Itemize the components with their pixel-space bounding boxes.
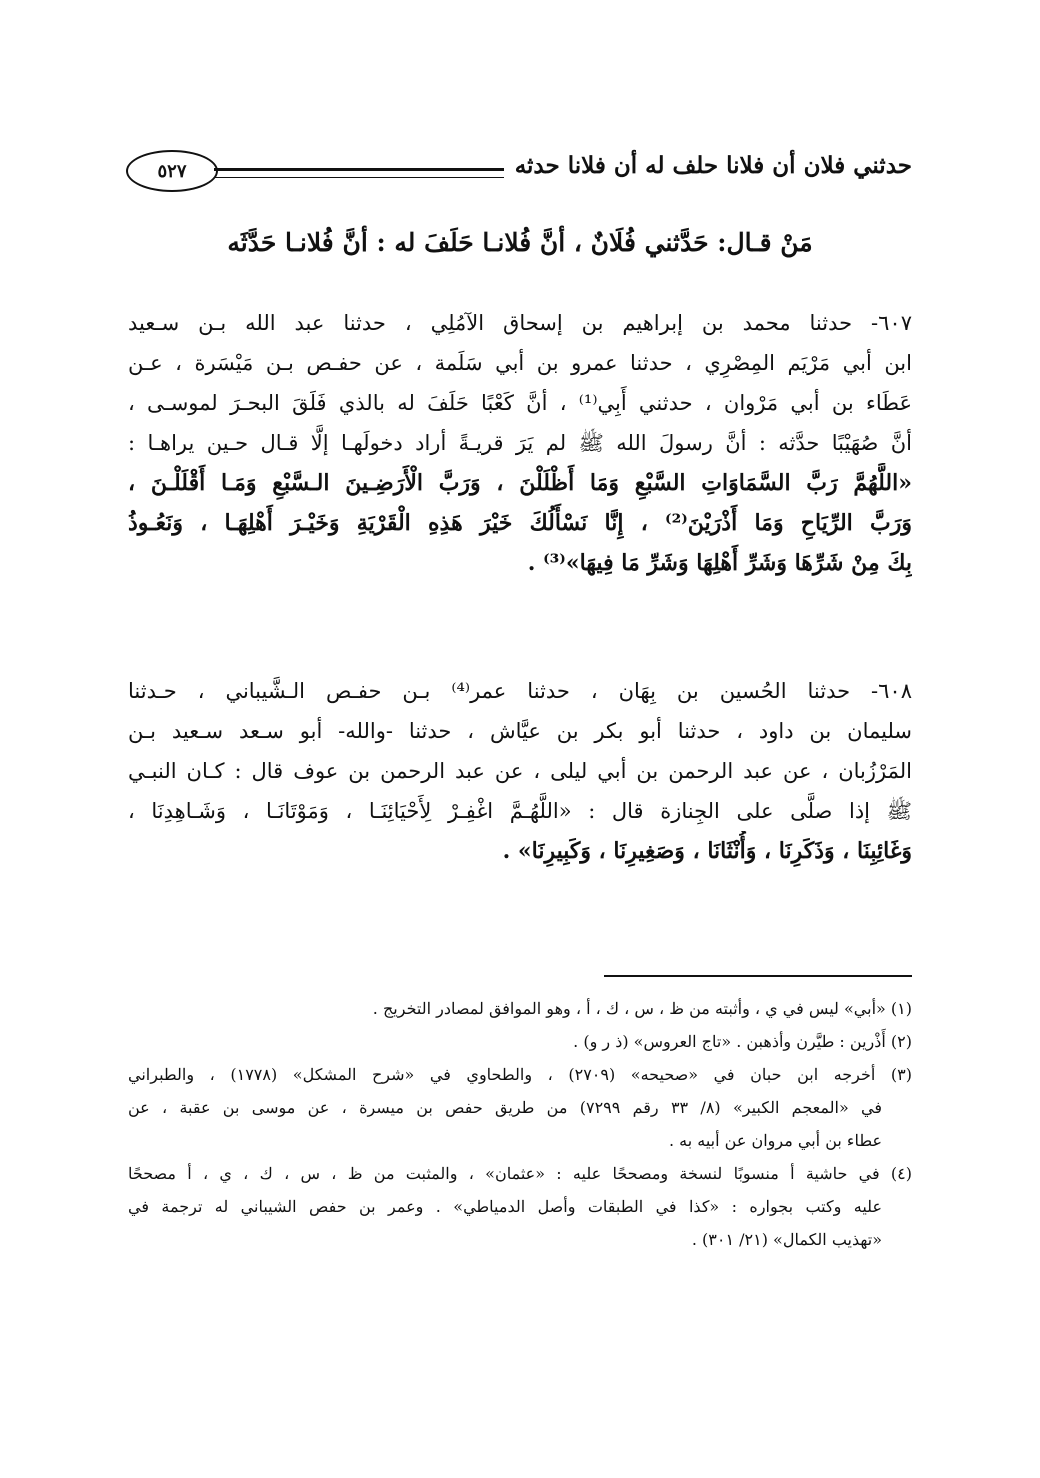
text-line: سليمان بن داود ، حدثنا أبو بكر بن عيَّاش ، حدثنا -والله- أبو سـعد سـعيد بـن — [128, 719, 912, 743]
footnote-4-cont: عليه وكتب بجواره : «كذا في الطبقات وأصل الدمياطي» . وعمر بن حفص الشيباني له ترجمة في — [128, 1197, 882, 1216]
page-number: ٥٢٧ — [157, 160, 187, 182]
text-line: أنَّ صُهَيْبًا حدَّثه : أنَّ رسولَ الله ﷺ لم يَرَ قريـةً أراد دخولَهـا إلَّا قـال حـين يراهـا : — [128, 431, 912, 455]
footnote-3-cont: عطاء بن أبي مروان عن أبيه به . — [668, 1131, 882, 1150]
text-line: وَرَبَّ الرِّيَاحِ وَمَا أَذْرَيْنَ⁽²⁾ ، إِنَّا نَسْأَلُكَ خَيْرَ هَذِهِ الْقَرْيَةِ وَخَيْـرَ أَهْلِهَـا ، وَنَعُـوذُ — [128, 510, 912, 536]
text-line: ﷺ إذا صلَّى على الجِنازة قال : «اللَّهُـمَّ اغْفِـرْ لِأَحْيَائِنَـا ، وَمَوْتَانَـا ، وَشَـاهِدِنَا ، — [128, 799, 912, 823]
chapter-title: مَنْ قـال: حَدَّثني فُلَانٌ ، أنَّ فُلانـا حَلَفَ له : أنَّ فُلانـا حَدَّثَه — [227, 228, 813, 257]
header-title: حدثني فلان أن فلانا حلف له أن فلانا حدثه — [514, 152, 912, 179]
text-line: «اللَّهُمَّ رَبَّ السَّمَاوَاتِ السَّبْعِ وَمَا أَظْلَلْنَ ، وَرَبَّ الْأَرَضِـينَ الـسَّبْعِ وَمَـا أَقْلَلْـنَ ، — [128, 470, 912, 496]
hadith-607 — [128, 303, 912, 583]
footnotes — [128, 992, 912, 1256]
hadith-608 — [128, 671, 912, 871]
text-line: عَطَاء بن أبي مَرْوان ، حدثني أَبِي⁽¹⁾ ، أنَّ كَعْبًا حَلَفَ له بالذي فَلَقَ البحـرَ لموسـى ، — [128, 391, 912, 415]
footnote-4: (٤) في حاشية أ منسوبًا لنسخة ومصححًا عليه : «عثمان» ، والمثبت من ظ ، س ، ك ، ي ، أ مصححًا — [128, 1164, 912, 1183]
text-line: ابن أبي مَرْيَم المِصْرِي ، حدثنا عمرو بن أبي سَلَمة ، عن حفـص بـن مَيْسَرة ، عـن — [128, 351, 912, 375]
text-line: بِكَ مِنْ شَرِّهَا وَشَرِّ أَهْلِهَا وَشَرِّ مَا فِيهَا»⁽³⁾ . — [527, 550, 912, 576]
footnote-separator — [604, 975, 912, 977]
header-double-rule — [214, 168, 504, 178]
page-number-badge — [126, 150, 218, 192]
running-header — [126, 150, 912, 200]
text-line: ٦٠٧- حدثنا محمد بن إبراهيم بن إسحاق الآمُلِي ، حدثنا عبد الله بـن سـعيد — [128, 311, 912, 335]
footnote-3-cont: في «المعجم الكبير» (٨/ ٣٣ رقم ٧٢٩٩) من طريق حفص بن ميسرة ، عن موسى بن عقبة ، عن — [128, 1098, 882, 1117]
text-line: وَغَائِبِنَا ، وَذَكَرِنَا ، وَأُنْثَانَا ، وَصَغِيرِنَا ، وَكَبِيرِنَا» . — [502, 838, 912, 864]
footnote-1: (١) «أبي» ليس في ي ، وأثبته من ظ ، س ، ك ، أ ، وهو الموافق لمصادر التخريج . — [372, 999, 912, 1018]
footnote-3: (٣) أخرجه ابن حبان في «صحيحه» (٢٧٠٩) ، والطحاوي في «شرح المشكل» (١٧٧٨) ، والطبراني — [128, 1065, 912, 1084]
footnote-2: (٢) أَذْرين : طيَّرن وأذهبن . «تاج العروس» (ذ ر و) . — [573, 1032, 912, 1051]
text-line: المَرْزُبان ، عن عبد الرحمن بن أبي ليلى ، عن عبد الرحمن بن عوف قال : كـان النبـي — [128, 759, 912, 783]
footnote-4-cont: «تهذيب الكمال» (٢١/ ٣٠١) . — [691, 1230, 882, 1249]
text-line: ٦٠٨- حدثنا الحُسين بن بِهَان ، حدثنا عمر⁽⁴⁾ بـن حفـص الـشَّيباني ، حـدثنا — [128, 679, 912, 703]
